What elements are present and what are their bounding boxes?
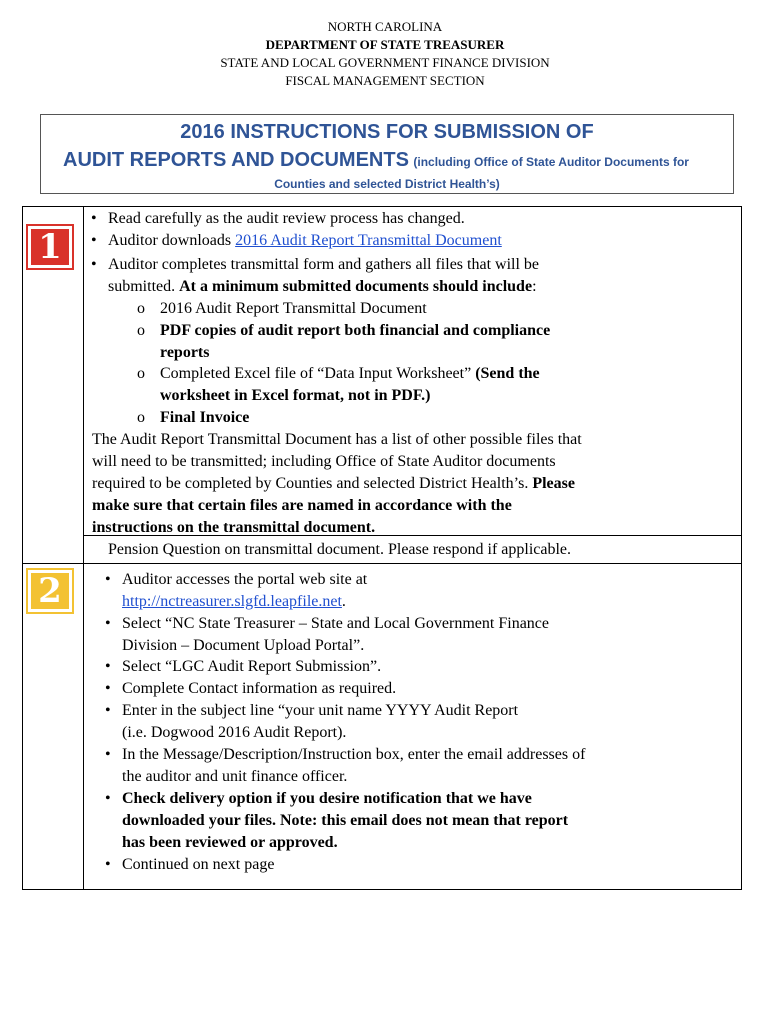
para-line1: The Audit Report Transmittal Document has a list of other possible files that	[92, 431, 582, 448]
step2-contact: Complete Contact information as required.	[122, 680, 397, 697]
doc-final-invoice: Final Invoice	[160, 409, 250, 426]
doc-excel-line2: worksheet in Excel format, not in PDF.)	[160, 387, 431, 404]
sub-bullet-icon: o	[137, 409, 145, 426]
bullet-icon: •	[105, 790, 111, 807]
bullet-icon: •	[105, 680, 111, 697]
divider-step2-top	[22, 563, 742, 564]
bullet-icon: •	[91, 210, 97, 227]
title-line1: 2016 INSTRUCTIONS FOR SUBMISSION OF	[180, 121, 594, 143]
step1-complete-line1: Auditor completes transmittal form and gathers all files that will be	[108, 256, 539, 273]
step2-subject-line2: (i.e. Dogwood 2016 Audit Report).	[122, 724, 347, 741]
bullet-icon: •	[105, 615, 111, 632]
para-line2: will need to be transmitted; including Office of State Auditor documents	[92, 453, 556, 470]
bullet-icon: •	[105, 571, 111, 588]
excel-text: Completed Excel file of “Data Input Worksheet”	[160, 365, 476, 382]
please-text: Please	[532, 475, 575, 492]
header-section: FISCAL MANAGEMENT SECTION	[285, 73, 485, 88]
title-sub: (including Office of State Auditor Documents for	[413, 155, 689, 169]
step2-continued: Continued on next page	[122, 856, 275, 873]
step2-message-line2: the auditor and unit finance officer.	[122, 768, 348, 785]
header-state: NORTH CAROLINA	[327, 19, 443, 34]
step2-select-lgc: Select “LGC Audit Report Submission”.	[122, 658, 382, 675]
step-2-badge: 2	[28, 570, 72, 612]
portal-link[interactable]: http://nctreasurer.slgfd.leapfile.net	[122, 593, 342, 610]
para-line5: instructions on the transmittal document.	[92, 519, 376, 536]
para-line3-text: required to be completed by Counties and selected District Health’s.	[92, 475, 533, 492]
bullet-icon: •	[105, 746, 111, 763]
title-line3: Counties and selected District Health’s)	[274, 177, 500, 191]
sub-bullet-icon: o	[137, 365, 145, 382]
step2-select-line2: Division – Document Upload Portal”.	[122, 637, 365, 654]
step2-portal-line2	[122, 591, 346, 613]
download-prefix: Auditor downloads	[108, 232, 236, 249]
pension-question: Pension Question on transmittal document. Please respond if applicable.	[108, 541, 572, 558]
minimum-docs-text: At a minimum submitted documents should include	[179, 278, 533, 295]
step1-download	[108, 230, 502, 252]
bullet-icon: •	[105, 856, 111, 873]
header-department: DEPARTMENT OF STATE TREASURER	[265, 37, 505, 52]
doc-pdf-line1: PDF copies of audit report both financial and compliance	[160, 322, 551, 339]
submitted-text: submitted.	[108, 278, 180, 295]
doc-excel-line1	[160, 363, 540, 385]
portal-period: .	[341, 593, 346, 610]
bullet-icon: •	[91, 256, 97, 273]
step2-portal-line1: Auditor accesses the portal web site at	[122, 571, 368, 588]
header-division: STATE AND LOCAL GOVERNMENT FINANCE DIVISION	[220, 55, 550, 70]
step1-complete-line2	[108, 276, 537, 298]
excel-note: (Send the	[475, 365, 540, 382]
step-number-column	[22, 206, 84, 890]
sub-bullet-icon: o	[137, 322, 145, 339]
title-main: AUDIT REPORTS AND DOCUMENTS	[63, 149, 409, 171]
transmittal-document-link[interactable]: 2016 Audit Report Transmittal Document	[235, 232, 502, 249]
para-line3	[92, 473, 575, 495]
step2-select-line1: Select “NC State Treasurer – State and Local Government Finance	[122, 615, 549, 632]
step2-delivery-line2: downloaded your files. Note: this email does not mean that report	[122, 812, 569, 829]
bullet-icon: •	[105, 658, 111, 675]
doc-pdf-line2: reports	[160, 344, 210, 361]
sub-bullet-icon: o	[137, 300, 145, 317]
step1-read-carefully: Read carefully as the audit review process has changed.	[108, 210, 465, 227]
step2-subject-line1: Enter in the subject line “your unit name YYYY Audit Report	[122, 702, 519, 719]
colon-text: :	[532, 278, 537, 295]
bullet-icon: •	[91, 232, 97, 249]
step-1-badge: 1	[28, 226, 72, 268]
step2-delivery-line1: Check delivery option if you desire notification that we have	[122, 790, 532, 807]
title-line2	[63, 149, 689, 172]
title-box	[40, 114, 734, 194]
step2-delivery-line3: has been reviewed or approved.	[122, 834, 338, 851]
para-line4: make sure that certain files are named in accordance with the	[92, 497, 512, 514]
doc-transmittal: 2016 Audit Report Transmittal Document	[160, 300, 427, 317]
bullet-icon: •	[105, 702, 111, 719]
step2-message-line1: In the Message/Description/Instruction box, enter the email addresses of	[122, 746, 586, 763]
